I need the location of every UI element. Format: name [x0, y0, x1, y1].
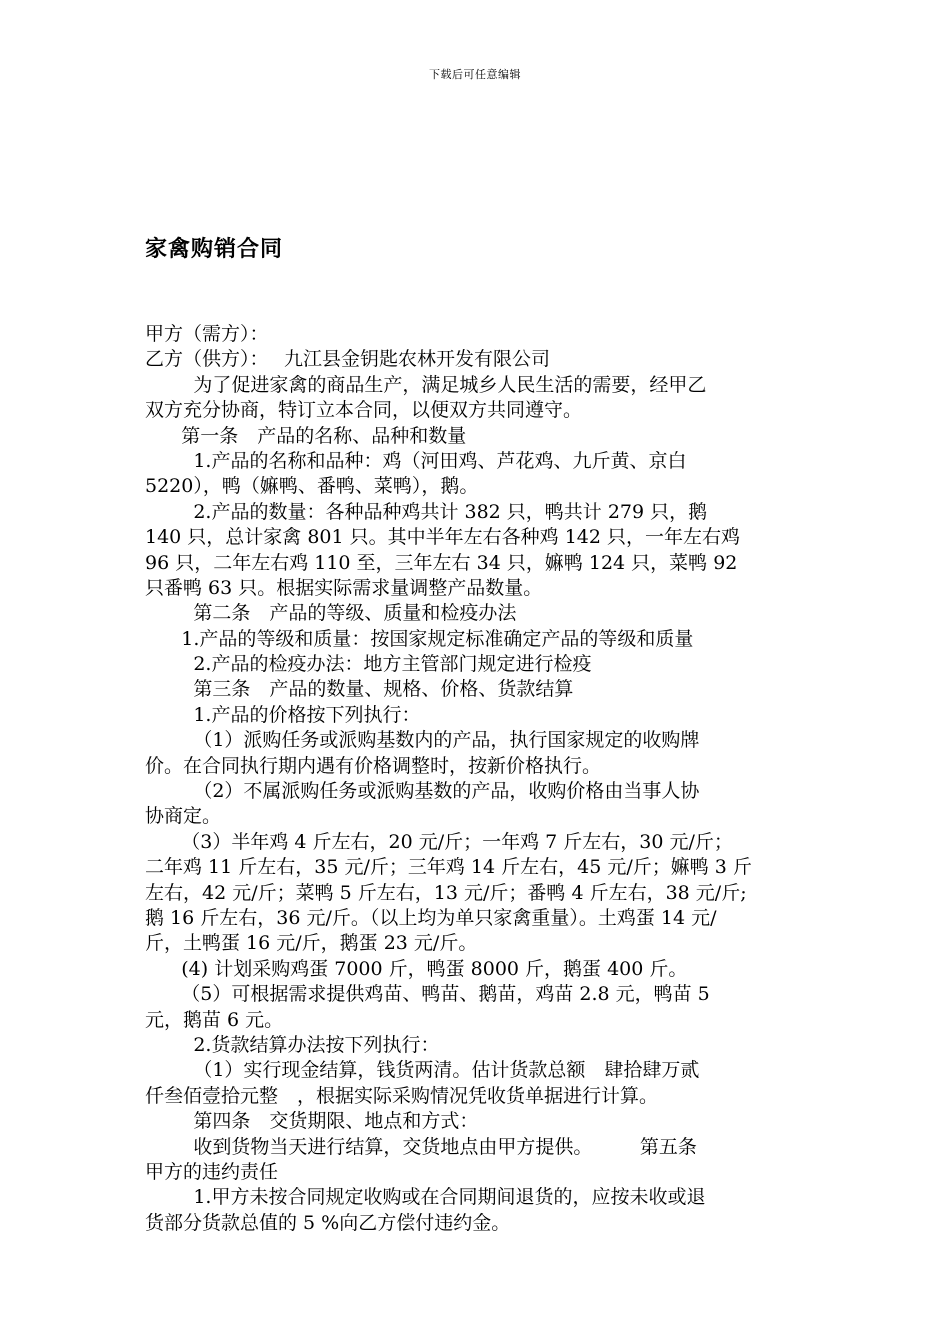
contract-line: 鹅 16 斤左右，36 元/斤。（以上均为单只家禽重量）。土鸡蛋 14 元/ [145, 906, 717, 929]
contract-line: 1.产品的等级和质量：按国家规定标准确定产品的等级和质量 [145, 627, 694, 650]
contract-line: （1）派购任务或派购基数内的产品，执行国家规定的收购牌 [145, 729, 700, 752]
contract-line: 1.产品的名称和品种：鸡（河田鸡、芦花鸡、九斤黄、京白 [145, 449, 687, 472]
contract-line: 为了促进家禽的商品生产，满足城乡人民生活的需要，经甲乙 [145, 373, 707, 396]
contract-line: 元，鹅苗 6 元。 [145, 1008, 284, 1031]
contract-line: （5）可根据需求提供鸡苗、鸭苗、鹅苗，鸡苗 2.8 元，鸭苗 5 [145, 983, 710, 1006]
document-title: 家禽购销合同 [145, 237, 284, 262]
contract-line: （2）不属派购任务或派购基数的产品，收购价格由当事人协 [145, 780, 700, 803]
contract-line: 第四条 交货期限、地点和方式： [145, 1110, 479, 1133]
contract-line: 协商定。 [145, 805, 222, 828]
contract-line: 只番鸭 63 只。根据实际需求量调整产品数量。 [145, 576, 543, 599]
contract-line: 140 只，总计家禽 801 只。其中半年左右各种鸡 142 只，一年左右鸡 [145, 526, 740, 549]
contract-line: 5220），鸭（嫲鸭、番鸭、菜鸭），鹅。 [145, 475, 479, 498]
contract-line: 斤，土鸭蛋 16 元/斤，鹅蛋 23 元/斤。 [145, 932, 478, 955]
page-header-note: 下载后可任意编辑 [429, 68, 521, 81]
contract-line: 2.产品的检疫办法：地方主管部门规定进行检疫 [145, 653, 592, 676]
contract-line: 第三条 产品的数量、规格、价格、货款结算 [145, 678, 574, 701]
contract-body [145, 322, 811, 1236]
contract-line: 第一条 产品的名称、品种和数量 [145, 424, 467, 447]
contract-line: 价。在合同执行期内遇有价格调整时，按新价格执行。 [145, 754, 602, 777]
contract-line: (4) 计划采购鸡蛋 7000 斤，鸭蛋 8000 斤，鹅蛋 400 斤。 [145, 957, 688, 980]
contract-line: （1）实行现金结算，钱货两清。估计货款总额 肆拾肆万贰 [145, 1059, 700, 1082]
contract-line: 双方充分协商，特订立本合同，以便双方共同遵守。 [145, 399, 583, 422]
contract-line: 2.货款结算办法按下列执行： [145, 1033, 440, 1056]
contract-line: 甲方（需方）： [145, 323, 269, 345]
contract-line: 甲方的违约责任 [145, 1160, 279, 1183]
contract-line: 2.产品的数量：各种品种鸡共计 382 只，鸭共计 279 只，鹅 [145, 500, 708, 523]
contract-line: 96 只，二年左右鸡 110 至，三年左右 34 只，嫲鸭 124 只，菜鸭 92 [145, 551, 738, 574]
contract-line: 乙方（供方）： 九江县金钥匙农林开发有限公司 [145, 348, 551, 371]
contract-line: 第二条 产品的等级、质量和检疫办法 [145, 602, 517, 625]
contract-line: 仟叁佰壹拾元整 ，根据实际采购情况凭收货单据进行计算。 [145, 1084, 659, 1107]
contract-line: 二年鸡 11 斤左右，35 元/斤；三年鸡 14 斤左右，45 元/斤；嫲鸭 3 斤 [145, 856, 752, 879]
contract-line: （3）半年鸡 4 斤左右，20 元/斤；一年鸡 7 斤左右，30 元/斤； [145, 830, 733, 853]
contract-line: 1.甲方未按合同规定收购或在合同期间退货的，应按未收或退 [145, 1186, 706, 1209]
contract-line: 1.产品的价格按下列执行： [145, 703, 421, 726]
contract-line: 货部分货款总值的 5 %向乙方偿付违约金。 [145, 1211, 511, 1234]
contract-line: 左右，42 元/斤；菜鸭 5 斤左右，13 元/斤；番鸭 4 斤左右，38 元/斤; [145, 881, 747, 904]
contract-line: 收到货物当天进行结算，交货地点由甲方提供。 第五条 [145, 1135, 697, 1158]
